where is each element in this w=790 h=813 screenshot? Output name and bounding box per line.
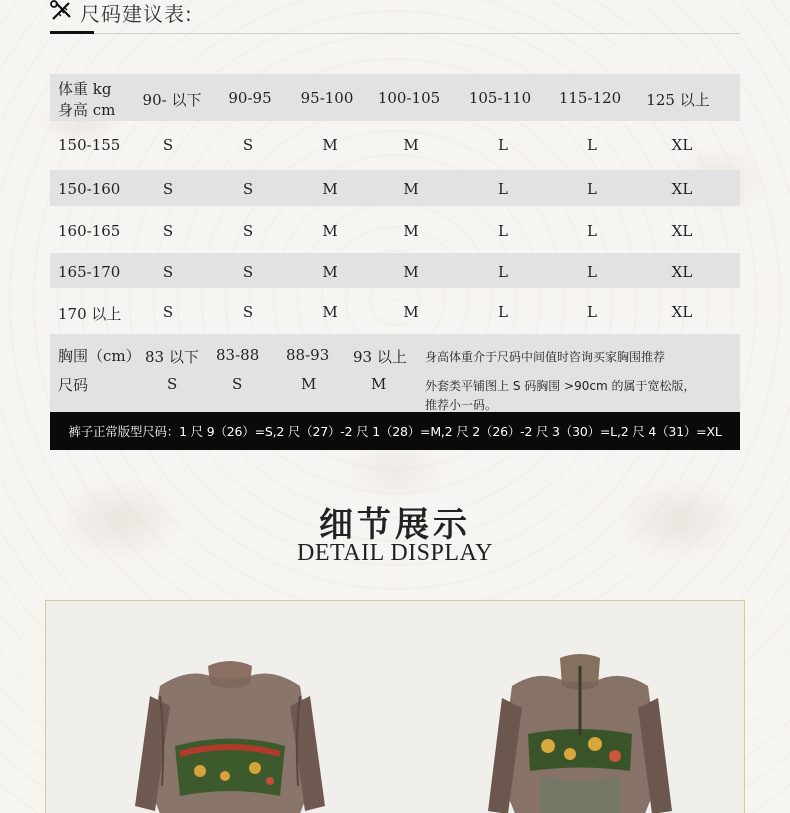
weight-column-header: 115-120 [558,89,622,107]
weight-column-header: 125 以上 [646,91,710,109]
detail-title-cn: 细节展示 [319,505,471,545]
size-cell: L [498,303,508,321]
size-cell: L [587,303,597,321]
size-cell: S [162,222,174,240]
pants-size-bar [50,412,740,450]
weight-column-header: 90-95 [228,89,272,107]
size-cell: L [587,136,597,154]
size-cell: L [498,222,508,240]
size-cell: XL [671,136,693,154]
size-recommendation-note: 身高体重介于尺码中间值时咨询买家胸围推荐 [425,350,666,364]
weight-column-header: 95-100 [300,89,354,107]
size-cell: M [322,303,338,321]
size-cell: L [587,263,597,281]
chest-range-cell: 83-88 [216,346,260,364]
size-cell: S [162,136,174,154]
height-label: 身高 cm [58,101,116,119]
chest-range-cell: 93 以上 [353,348,407,366]
size-cell: S [162,303,174,321]
loose-fit-note-continued: 推荐小一码。 [425,398,498,412]
size-cell: M [403,180,419,198]
height-cell: 160-165 [58,222,121,240]
size-cell: L [587,180,597,198]
chest-size-cell: S [167,375,178,393]
size-cell: XL [671,180,693,198]
size-cell: M [403,136,419,154]
chest-size-cell: S [232,375,243,393]
pants-size-text: 裤子正常版型尺码：1 尺 9（26）=S,2 尺（27）-2 尺 1（28）=M,2 尺 2（26）-2 尺 3（30）=L,2 尺 4（31）=XL [68,424,722,439]
chest-range-cell: 83 以下 [145,348,199,366]
size-cell: M [403,263,419,281]
height-cell: 150-160 [58,180,121,198]
size-cell: L [498,263,508,281]
weight-column-header: 105-110 [468,89,532,107]
size-cell: XL [671,303,693,321]
size-cell: XL [671,263,693,281]
table-row [50,170,740,206]
product-photo-front [120,636,340,813]
size-cell: M [322,263,338,281]
size-cell: L [587,222,597,240]
size-cell: L [498,180,508,198]
ruler-scissors-icon [50,0,74,22]
size-cell: M [322,222,338,240]
size-cell: XL [671,222,693,240]
size-cell: S [162,263,174,281]
height-cell: 170 以上 [58,305,122,323]
size-label: 尺码 [58,376,89,394]
height-cell: 150-155 [58,136,121,154]
loose-fit-note: 外套类平铺图上 S 码胸围 >90cm 的属于宽松版， [425,379,696,393]
size-cell: M [403,222,419,240]
size-cell: S [242,180,254,198]
size-cell: S [242,222,254,240]
size-cell: S [242,303,254,321]
table-row [50,253,740,288]
detail-title-en: DETAIL DISPLAY [297,540,493,566]
size-cell: M [403,303,419,321]
chest-label: 胸围（cm） [58,347,141,365]
chest-range-cell: 88-93 [286,346,330,364]
height-cell: 165-170 [58,263,121,281]
chest-size-cell: M [371,375,387,393]
weight-column-header: 90- 以下 [142,91,202,109]
size-cell: L [498,136,508,154]
weight-column-header: 100-105 [377,89,441,107]
chest-size-cell: M [301,375,317,393]
size-cell: S [242,263,254,281]
page-title: 尺码建议表: [80,2,193,26]
size-cell: S [162,180,174,198]
size-cell: M [322,136,338,154]
product-photo-back [470,636,690,813]
title-underline [50,31,94,34]
size-cell: M [322,180,338,198]
weight-label: 体重 kg [58,80,112,98]
size-cell: S [242,136,254,154]
